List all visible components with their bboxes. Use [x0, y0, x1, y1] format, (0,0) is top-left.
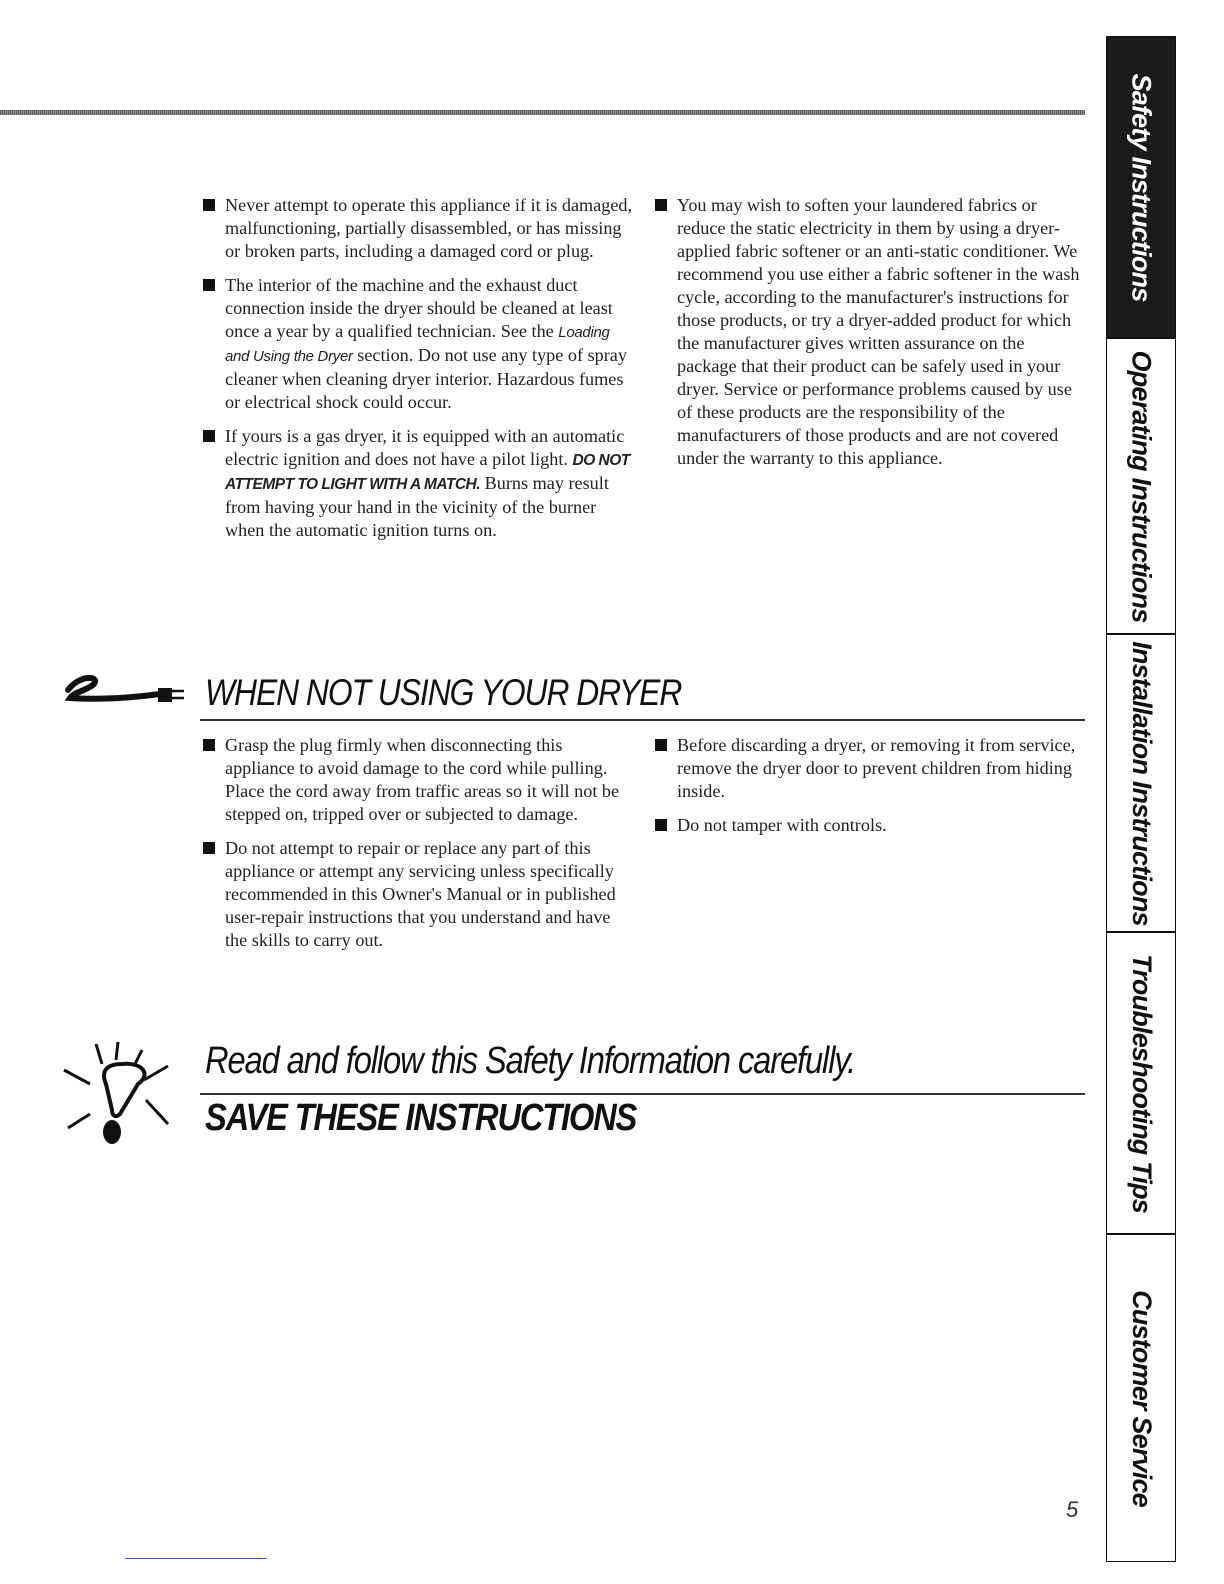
square-bullet-icon	[655, 199, 667, 211]
square-bullet-icon	[203, 842, 215, 854]
bottom-link-line	[125, 1558, 267, 1559]
list-item: If yours is a gas dryer, it is equipped with an automatic electric ignition and does not have a pilot light. DO NOT ATTEMPT TO LIGHT WITH A MATCH. Burns may result from having your hand in the vicinity of the burner when the automatic ignition turns on.	[203, 425, 633, 542]
section-reference: Loading and Using the Dryer	[225, 324, 610, 365]
list-item: Do not attempt to repair or replace any part of this appliance or attempt any servicing unless specifically recommended in this Owner's Manual or in published user-repair instructions that you understand and have the skills to carry out.	[203, 837, 633, 952]
square-bullet-icon	[655, 739, 667, 751]
unplug-column-left	[203, 734, 633, 963]
list-item: Grasp the plug firmly when disconnecting this appliance to avoid damage to the cord while pulling. Place the cord away from traffic areas so it will not be stepped on, tripped over or subjected to damage.	[203, 734, 633, 826]
square-bullet-icon	[655, 819, 667, 831]
tab-safety-instructions[interactable]: Safety Instructions	[1106, 36, 1176, 338]
safety-column-right	[655, 194, 1085, 481]
list-item: You may wish to soften your laundered fabrics or reduce the static electricity in them by using a dryer-applied fabric softener or an anti-static conditioner. We recommend you use either a fabric softener in the wash cycle, according to the manufacturer's instructions for those products, or try a dryer-added product for which the manufacturer gives written assurance on the package that their product can be safely used in your dryer. Service or performance problems caused by use of these products are the responsibility of the manufacturers of those products and are not covered under the warranty to this appliance.	[655, 194, 1085, 470]
warning-emphasis: DO NOT ATTEMPT TO LIGHT WITH A MATCH.	[225, 452, 630, 493]
save-instructions-heading: SAVE THESE INSTRUCTIONS	[205, 1097, 637, 1139]
plug-icon	[60, 668, 190, 718]
list-item: Before discarding a dryer, or removing it from service, remove the dryer door to prevent children from hiding inside.	[655, 734, 1085, 803]
square-bullet-icon	[203, 199, 215, 211]
list-item: Do not tamper with controls.	[655, 814, 1085, 837]
safety-column-left	[203, 194, 633, 553]
tab-troubleshooting-tips[interactable]: Troubleshooting Tips	[1106, 932, 1176, 1234]
heading-rule	[200, 719, 1085, 721]
top-rule	[0, 110, 1085, 115]
square-bullet-icon	[203, 739, 215, 751]
safety-notice: Read and follow this Safety Information carefully.	[205, 1040, 856, 1082]
section-tabs	[1106, 36, 1178, 1562]
tab-installation-instructions[interactable]: Installation Instructions	[1106, 634, 1176, 932]
safety-rule	[200, 1093, 1085, 1095]
list-item: Never attempt to operate this appliance if it is damaged, malfunctioning, partially disassembled, or has missing or broken parts, including a damaged cord or plug.	[203, 194, 633, 263]
list-item: The interior of the machine and the exhaust duct connection inside the dryer should be cleaned at least once a year by a qualified technician. See the Loading and Using the Dryer section. Do not use any type of spray cleaner when cleaning dryer interior. Hazardous fumes or electrical shock could occur.	[203, 274, 633, 414]
unplug-column-right	[655, 734, 1085, 848]
exclamation-warning-icon	[60, 1040, 200, 1150]
page-number: 5	[1066, 1497, 1079, 1522]
tab-operating-instructions[interactable]: Operating Instructions	[1106, 338, 1176, 634]
square-bullet-icon	[203, 279, 215, 291]
square-bullet-icon	[203, 430, 215, 442]
tab-customer-service[interactable]: Customer Service	[1106, 1234, 1176, 1562]
section-heading: WHEN NOT USING YOUR DRYER	[205, 672, 682, 713]
